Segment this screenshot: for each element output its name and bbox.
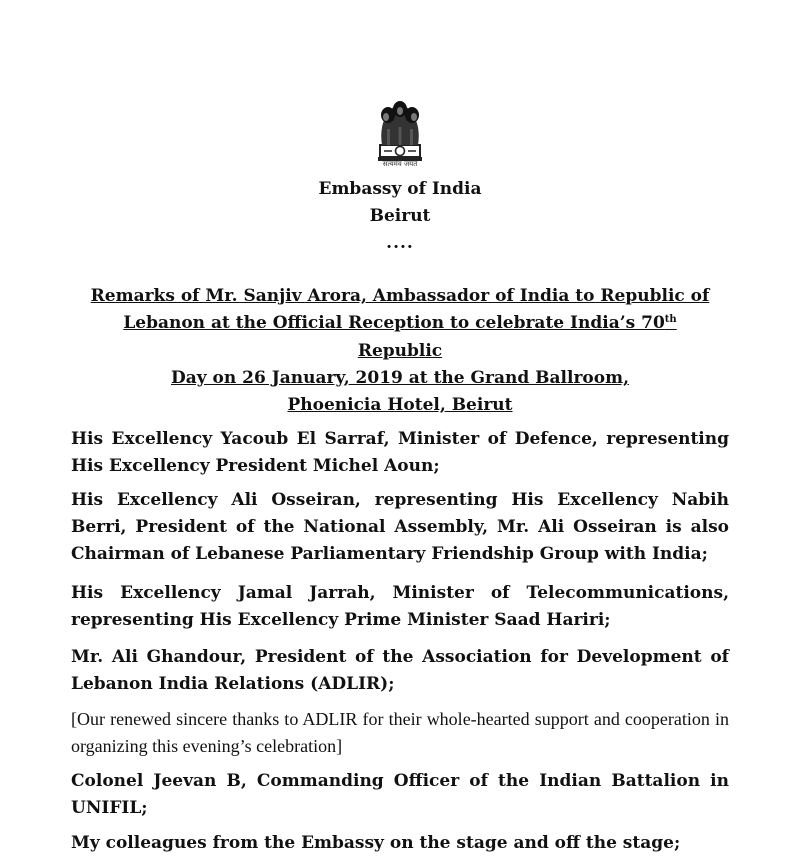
- thanks-note: [Our renewed sincere thanks to ADLIR for their whole-hearted support and cooperation in organizing this evening’s celebration]: [71, 709, 729, 756]
- salutation-defence-minister: His Excellency Yacoub El Sarraf, Minister of Defence, representing His Excellency President Michel Aoun;: [71, 429, 729, 476]
- title-line-1: Remarks of Mr. Sanjiv Arora, Ambassador of India to Republic of: [90, 286, 710, 306]
- header-separator: ....: [386, 233, 414, 253]
- title-line-4: Phoenicia Hotel, Beirut: [287, 395, 513, 416]
- title-line-3: Day on 26 January, 2019 at the Grand Ballroom,: [170, 367, 630, 388]
- salutation-colonel: Colonel Jeevan B, Commanding Officer of the Indian Battalion in UNIFIL;: [71, 771, 729, 818]
- salutation-osseiran: His Excellency Ali Osseiran, representing His Excellency Nabih Berri, President of the National Assembly, Mr. Ali Osseiran is also Chairman of Lebanese Parliamentary Friendship Group with India;: [71, 490, 729, 564]
- embassy-city: Beirut: [369, 206, 431, 226]
- emblem-motto: सत्यमेव जयते: [382, 160, 418, 168]
- salutation-colleagues: My colleagues from the Embassy on the stage and off the stage;: [71, 833, 681, 853]
- speech-title: [80, 283, 720, 419]
- salutation-adlir-president: Mr. Ali Ghandour, President of the Association for Development of Lebanon India Relations (ADLIR);: [71, 647, 729, 694]
- salutation-telecom-minister: His Excellency Jamal Jarrah, Minister of Telecommunications, representing His Excellency Prime Minister Saad Hariri;: [71, 583, 729, 630]
- title-line-2: Lebanon at the Official Reception to celebrate India’s 70th Republic: [123, 313, 677, 361]
- embassy-name: Embassy of India: [318, 179, 482, 199]
